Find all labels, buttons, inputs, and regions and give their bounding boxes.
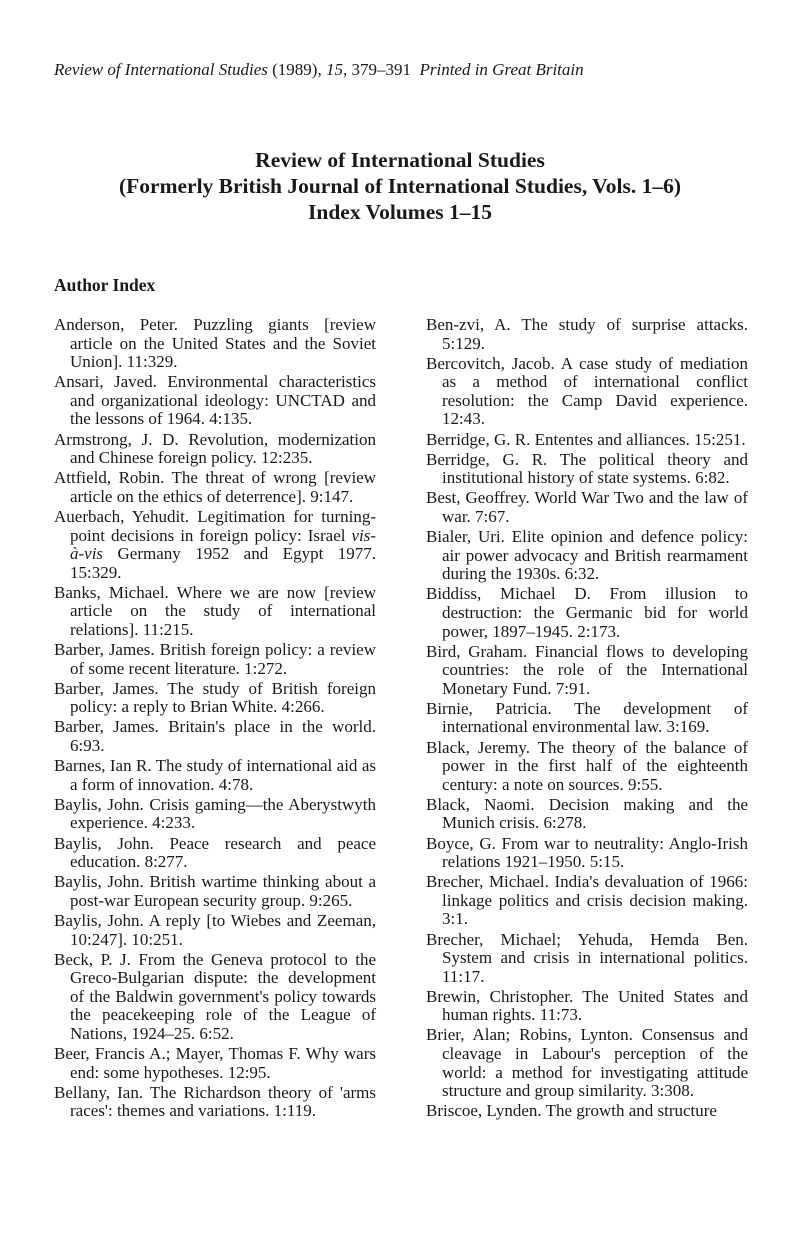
index-entry: Boyce, G. From war to neutrality: Anglo-Irish relations 1921–1950. 5:15. xyxy=(426,833,748,872)
index-entry: Berridge, G. R. The political theory and institutional history of state systems. 6:82. xyxy=(426,449,748,488)
page-title xyxy=(0,147,800,225)
index-entry: Black, Jeremy. The theory of the balance of power in the first half of the eighteenth century: a note on sources. 9:55. xyxy=(426,737,748,794)
printed-note: Printed in Great Britain xyxy=(419,60,584,79)
index-entry: Bellany, Ian. The Richardson theory of 'arms races': themes and variations. 1:119. xyxy=(54,1082,376,1121)
index-entry: Ansari, Javed. Environmental characteristics and organizational ideology: UNCTAD and the lessons of 1964. 4:135. xyxy=(54,372,376,429)
index-entry: Anderson, Peter. Puzzling giants [review article on the United States and the Soviet Union]. 11:329. xyxy=(54,315,376,372)
index-entry: Banks, Michael. Where we are now [review article on the study of international relations]. 11:215. xyxy=(54,582,376,639)
index-entry: Auerbach, Yehudit. Legitimation for turning-point decisions in foreign policy: Israel vis-à-vis Germany 1952 and Egypt 1977. 15:329. xyxy=(54,506,376,582)
journal-name: Review of International Studies xyxy=(54,60,268,79)
index-entry: Bercovitch, Jacob. A case study of mediation as a method of international conflict resolution: the Camp David experience. 12:43. xyxy=(426,353,748,429)
index-entry: Bird, Graham. Financial flows to developing countries: the role of the International Monetary Fund. 7:91. xyxy=(426,641,748,698)
title-line-1: Review of International Studies xyxy=(255,148,545,172)
index-entry: Brecher, Michael; Yehuda, Hemda Ben. System and crisis in international politics. 11:17. xyxy=(426,929,748,986)
index-entry: Barnes, Ian R. The study of international aid as a form of innovation. 4:78. xyxy=(54,756,376,794)
index-entry: Brewin, Christopher. The United States and human rights. 11:73. xyxy=(426,986,748,1025)
index-entry: Barber, James. The study of British foreign policy: a reply to Brian White. 4:266. xyxy=(54,678,376,717)
index-entry: Baylis, John. A reply [to Wiebes and Zeeman, 10:247]. 10:251. xyxy=(54,910,376,949)
journal-volume: 15, xyxy=(325,60,348,79)
index-entry: Ben-zvi, A. The study of surprise attacks. 5:129. xyxy=(426,315,748,353)
index-entry: Black, Naomi. Decision making and the Munich crisis. 6:278. xyxy=(426,794,748,833)
index-entry: Bialer, Uri. Elite opinion and defence policy: air power advocacy and British rearmament during the 1930s. 6:32. xyxy=(426,527,748,584)
title-line-3: Index Volumes 1–15 xyxy=(308,200,492,224)
index-entry: Best, Geoffrey. World War Two and the law of war. 7:67. xyxy=(426,488,748,526)
left-column xyxy=(54,316,376,1122)
index-entry: Briscoe, Lynden. The growth and structure xyxy=(426,1101,717,1121)
index-entry: Beer, Francis A.; Mayer, Thomas F. Why wars end: some hypotheses. 12:95. xyxy=(54,1044,376,1082)
index-entry: Brier, Alan; Robins, Lynton. Consensus and cleavage in Labour's perception of the world: a method for investigating attitude structure and group similarity. 3:308. xyxy=(426,1025,748,1101)
index-entry: Barber, James. Britain's place in the world. 6:93. xyxy=(54,717,376,756)
right-column xyxy=(426,316,748,1122)
index-entry: Brecher, Michael. India's devaluation of 1966: linkage politics and crisis decision making. 3:1. xyxy=(426,872,748,929)
index-entry: Biddiss, Michael D. From illusion to destruction: the Germanic bid for world power, 1897–1945. 2:173. xyxy=(426,584,748,641)
index-entry: Baylis, John. Peace research and peace education. 8:277. xyxy=(54,833,376,872)
journal-pages: 379–391 xyxy=(351,60,411,79)
index-entry: Baylis, John. British wartime thinking about a post-war European security group. 9:265. xyxy=(54,872,376,910)
journal-year: (1989), xyxy=(272,60,322,79)
index-entry: Beck, P. J. From the Geneva protocol to the Greco-Bulgarian dispute: the development of the Baldwin government's policy towards the peacekeeping role of the League of Nations, 1924–25. 6:52. xyxy=(54,949,376,1043)
italic-phrase: vis-à-vis xyxy=(70,525,376,564)
index-entry: Barber, James. British foreign policy: a review of some recent literature. 1:272. xyxy=(54,640,376,678)
index-entry: Berridge, G. R. Ententes and alliances. 15:251. xyxy=(426,429,746,449)
index-entry: Birnie, Patricia. The development of international environmental law. 3:169. xyxy=(426,698,748,737)
index-entry: Attfield, Robin. The threat of wrong [review article on the ethics of deterrence]. 9:147. xyxy=(54,468,376,506)
index-entry: Baylis, John. Crisis gaming—the Aberystwyth experience. 4:233. xyxy=(54,794,376,833)
title-line-2: (Formerly British Journal of International Studies, Vols. 1–6) xyxy=(118,174,681,198)
section-heading: Author Index xyxy=(54,275,156,295)
index-entry: Armstrong, J. D. Revolution, modernization and Chinese foreign policy. 12:235. xyxy=(54,429,376,468)
running-head xyxy=(54,60,584,80)
